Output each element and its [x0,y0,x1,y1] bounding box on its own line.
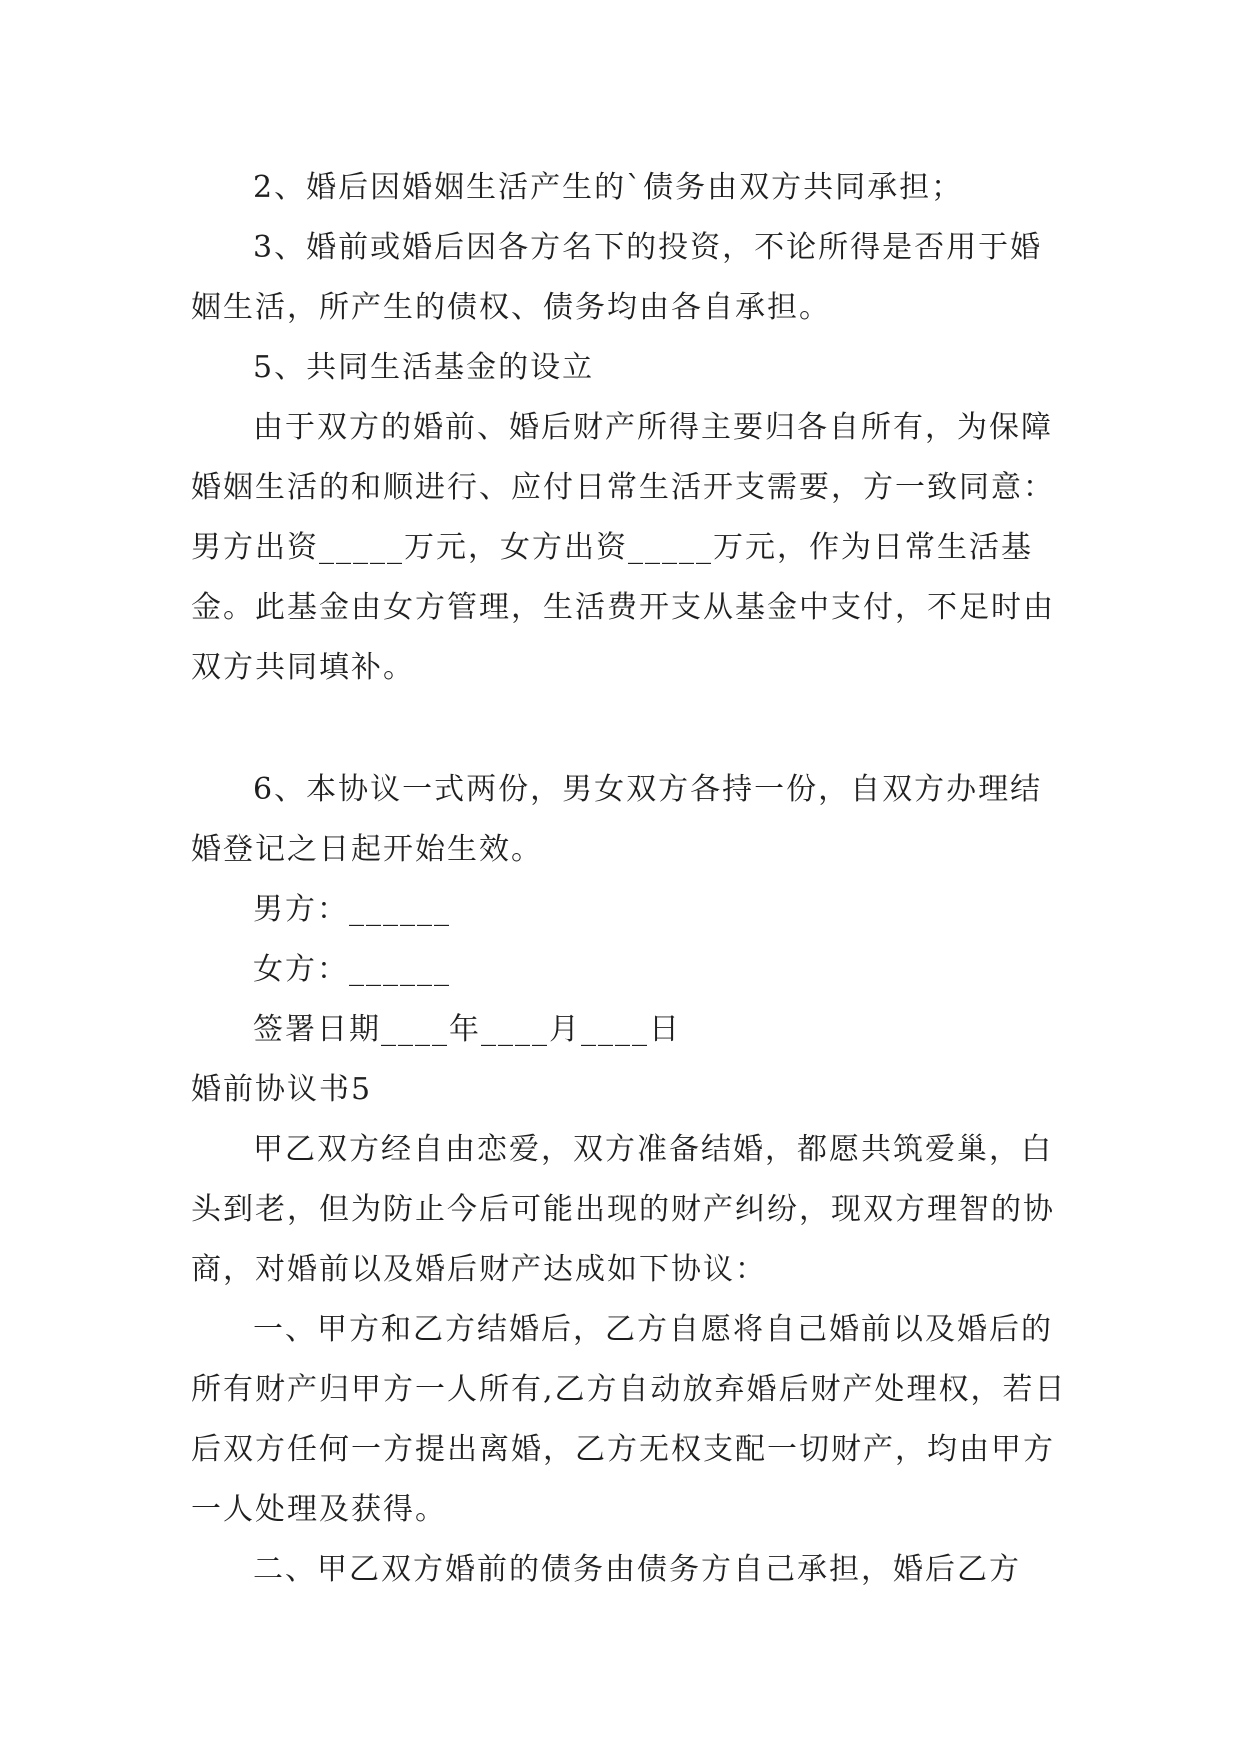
paragraph-investment-clause-3: 3、婚前或婚后因各方名下的投资，不论所得是否用于婚姻生活，所产生的债权、债务均由各自承担。 [191,230,1043,325]
paragraph-living-fund-heading: 5、共同生活基金的设立 [253,350,595,385]
signing-date: 签署日期____年____月____日 [253,1012,681,1047]
signature-male: 男方：______ [253,892,451,927]
section-title: 婚前协议书5 [191,1072,373,1107]
signature-female: 女方：______ [253,952,451,987]
paragraph-clause-one: 一、甲方和乙方结婚后，乙方自愿将自己婚前以及婚后的所有财产归甲方一人所有,乙方自动放弃婚后财产处理权，若日后双方任何一方提出离婚，乙方无权支配一切财产，均由甲方一人处理及获得。 [191,1312,1067,1527]
paragraph-clause-two: 二、甲乙双方婚前的债务由债务方自己承担，婚后乙方 [253,1552,1021,1587]
paragraph-gap [191,698,1071,760]
paragraph-living-fund-body: 由于双方的婚前、婚后财产所得主要归各自所有，为保障婚姻生活的和顺进行、应付日常生活开支需要，方一致同意：男方出资_____万元，女方出资_____万元，作为日常生活基金。此基金由女方管理，生活费开支从基金中支付，不足时由双方共同填补。 [191,410,1055,685]
paragraph-debt-clause-2: 2、婚后因婚姻生活产生的`债务由双方共同承担； [253,170,964,205]
paragraph-intro: 甲乙双方经自由恋爱，双方准备结婚，都愿共筑爱巢，白头到老，但为防止今后可能出现的财产纠纷，现双方理智的协商，对婚前以及婚后财产达成如下协议： [191,1132,1055,1287]
paragraph-effective-clause-6: 6、本协议一式两份，男女双方各持一份，自双方办理结婚登记之日起开始生效。 [191,772,1043,867]
document-body [191,158,1071,1600]
